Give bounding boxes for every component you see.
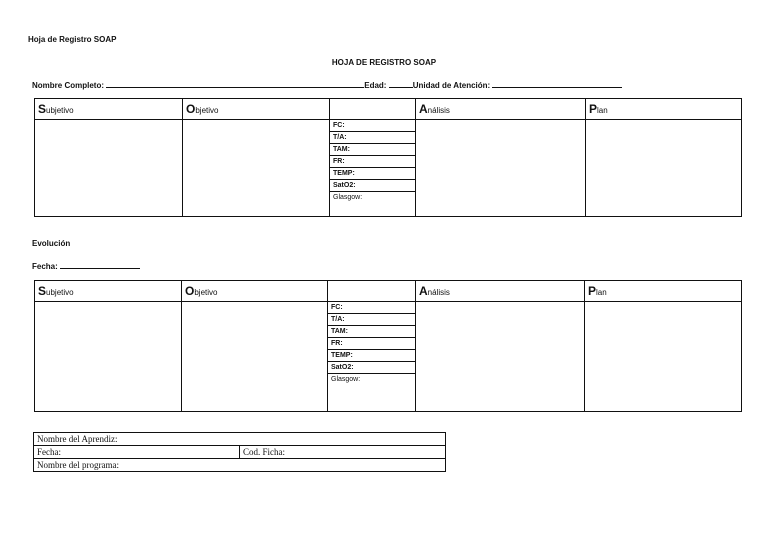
analysis-cell[interactable] xyxy=(416,120,586,217)
evolution-date-field[interactable] xyxy=(60,260,140,269)
analysis-header: Análisis xyxy=(416,99,586,120)
plan-cell[interactable] xyxy=(586,120,742,217)
vital-tam[interactable]: TAM: xyxy=(328,326,415,338)
vitals-cell xyxy=(330,120,416,217)
plan-header: Plan xyxy=(586,99,742,120)
vital-fc[interactable]: FC: xyxy=(328,302,415,314)
vitals-list xyxy=(328,302,415,385)
subjective-cell[interactable] xyxy=(35,302,182,412)
apprentice-name-cell[interactable]: Nombre del Aprendiz: xyxy=(34,433,446,446)
analysis-cell[interactable] xyxy=(416,302,585,412)
plan-header: Plan xyxy=(585,281,742,302)
objective-cell[interactable] xyxy=(183,120,330,217)
vital-temp[interactable]: TEMP: xyxy=(328,350,415,362)
age-label: Edad: xyxy=(364,81,387,90)
full-name-field[interactable] xyxy=(106,79,364,88)
vital-sato2[interactable]: SatO2: xyxy=(328,362,415,374)
vitals-header xyxy=(330,99,416,120)
soap-table-initial xyxy=(34,98,742,217)
vital-ta[interactable]: T/A: xyxy=(330,132,415,144)
vital-fc[interactable]: FC: xyxy=(330,120,415,132)
care-unit-label: Unidad de Atención: xyxy=(412,81,491,90)
vital-fr[interactable]: FR: xyxy=(328,338,415,350)
form-title: HOJA DE REGISTRO SOAP xyxy=(331,58,437,67)
objective-header: Objetivo xyxy=(182,281,328,302)
objective-header: Objetivo xyxy=(183,99,330,120)
objective-cell[interactable] xyxy=(182,302,328,412)
age-field[interactable] xyxy=(389,79,413,88)
vital-glasgow[interactable]: Glasgow: xyxy=(333,194,363,201)
vital-tam[interactable]: TAM: xyxy=(330,144,415,156)
vital-ta[interactable]: T/A: xyxy=(328,314,415,326)
subjective-header: Subjetivo xyxy=(35,281,182,302)
care-unit-field[interactable] xyxy=(492,79,622,88)
subjective-cell[interactable] xyxy=(35,120,183,217)
vital-glasgow[interactable]: Glasgow: xyxy=(331,376,361,383)
vital-sato2[interactable]: SatO2: xyxy=(330,180,415,192)
program-name-cell[interactable]: Nombre del programa: xyxy=(34,459,446,472)
patient-info-line xyxy=(32,79,622,90)
vitals-cell xyxy=(328,302,416,412)
document-title: Hoja de Registro SOAP xyxy=(28,35,117,44)
vitals-list xyxy=(330,120,415,203)
analysis-header: Análisis xyxy=(416,281,585,302)
vitals-header xyxy=(328,281,416,302)
vital-temp[interactable]: TEMP: xyxy=(330,168,415,180)
vital-fr[interactable]: FR: xyxy=(330,156,415,168)
footer-date-cell[interactable]: Fecha: xyxy=(34,446,240,459)
evolution-date-label: Fecha: xyxy=(32,262,58,271)
plan-cell[interactable] xyxy=(585,302,742,412)
evolution-title: Evolución xyxy=(32,239,71,248)
evolution-date-line xyxy=(32,260,140,271)
subjective-header: Subjetivo xyxy=(35,99,183,120)
soap-table-evolution xyxy=(34,280,742,412)
full-name-label: Nombre Completo: xyxy=(32,81,104,90)
apprentice-info-table xyxy=(33,432,446,472)
file-code-cell[interactable]: Cod. Ficha: xyxy=(240,446,446,459)
